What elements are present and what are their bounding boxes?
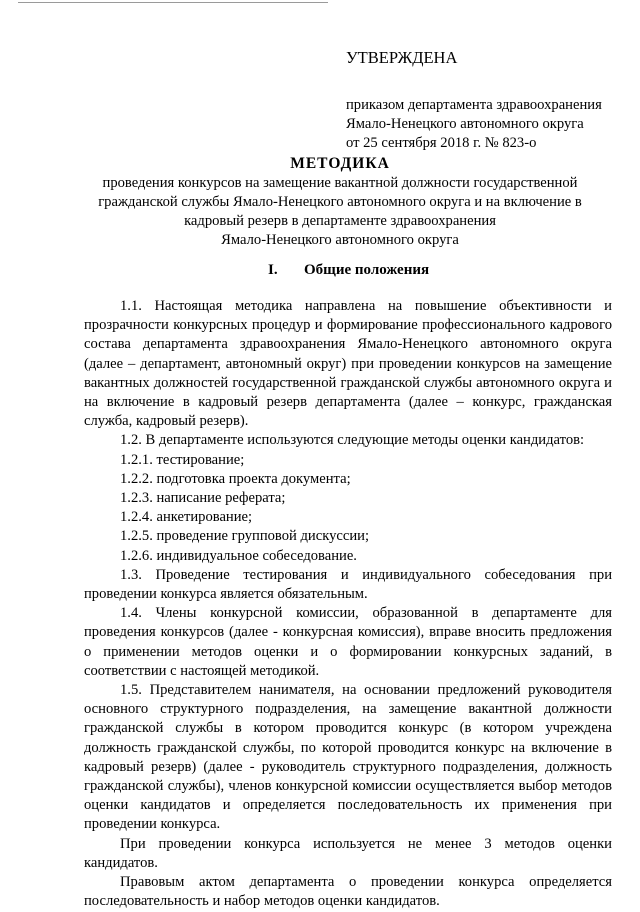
document-heading: МЕТОДИКА [290,155,390,172]
paragraph-1-4: 1.4. Члены конкурсной комиссии, образованной в департаменте для проведения конкурсов (далее - конкурсная комиссия), вправе вносить предложения о применении методов оценки и о формировании конкурсных заданий, в соответствии с настоящей методикой. [84,605,612,679]
paragraph-1-2: 1.2. В департаменте используются следующие методы оценки кандидатов: [120,432,585,449]
document-subtitle-line: кадровый резерв в департаменте здравоохранения [184,213,496,229]
scan-edge-line [18,2,328,3]
list-item-1-2-5: 1.2.5. проведение групповой дискуссии; [120,528,369,545]
approval-title: УТВЕРЖДЕНА [346,48,458,67]
section-heading [268,260,429,280]
paragraph-1-1: 1.1. Настоящая методика направлена на повышение объективности и прозрачности конкурсных процедур и формирование профессионального кадрового состава департамента здравоохранения Ямало-Ненецкого автономного округа (далее – департамент, автономный округ) при проведении конкурсов на замещение вакантных должностей государственной гражданской службы автономного округа и на включение в кадровый резерв департамента (далее – конкурс, гражданская служба, кадровый резерв). [84,298,612,430]
approval-region-line: Ямало-Ненецкого автономного округа [346,116,584,132]
paragraph-legal-act: Правовым актом департамента о проведении конкурса определяется последовательность и набор методов оценки кандидатов. [84,874,612,910]
document-subtitle-line: проведения конкурсов на замещение вакантной должности государственной [102,175,578,191]
section-number: I. [268,262,278,278]
list-item-1-2-4: 1.2.4. анкетирование; [120,509,253,526]
approval-block [346,48,636,153]
document-body [84,297,612,912]
paragraph-1-3: 1.3. Проведение тестирования и индивидуального собеседования при проведении конкурса является обязательным. [84,566,612,603]
document-title-block [80,154,600,250]
list-item-1-2-6: 1.2.6. индивидуальное собеседование. [120,547,357,564]
approval-order-line: приказом департамента здравоохранения [346,97,602,113]
document-subtitle-line: Ямало-Ненецкого автономного округа [221,232,459,248]
document-subtitle-line: гражданской службы Ямало-Ненецкого автономного округа и на включение в [98,194,582,210]
approval-date-line: от 25 сентября 2018 г. № 823-о [346,135,537,151]
list-item-1-2-3: 1.2.3. написание реферата; [120,490,286,507]
paragraph-methods-count: При проведении конкурса используется не менее 3 методов оценки кандидатов. [84,835,612,871]
section-title: Общие положения [304,262,430,278]
list-item-1-2-1: 1.2.1. тестирование; [120,451,245,468]
paragraph-1-5: 1.5. Представителем нанимателя, на основании предложений руководителя основного структурного подразделения, на замещение вакантной должности гражданской службы в котором проводится конкурс (в котором учреждена должность гражданской службы, по которой проводится конкурс на включение в кадровый резерв) (далее - руководитель структурного подразделения, должность гражданской службы), членов конкурсной комиссии осуществляется выбор методов оценки кандидатов и определяется последовательность их применения при проведении конкурса. [84,682,612,833]
list-item-1-2-2: 1.2.2. подготовка проекта документа; [120,470,351,487]
